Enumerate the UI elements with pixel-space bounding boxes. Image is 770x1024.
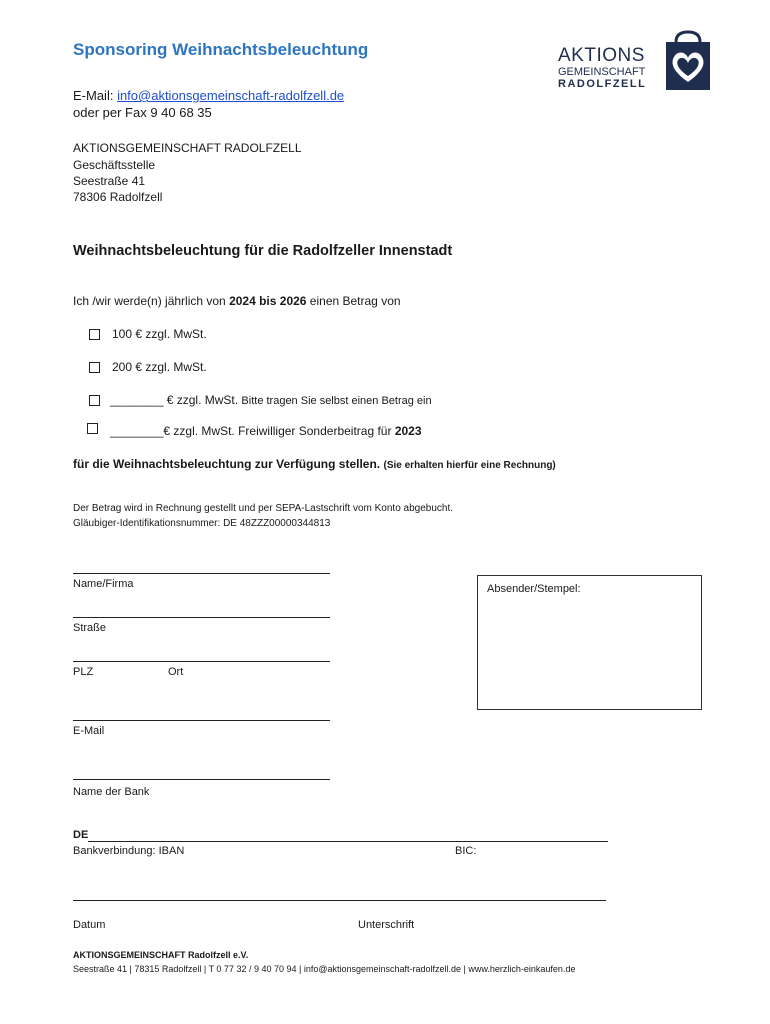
option-special-year: 2023 bbox=[394, 424, 422, 438]
billing-line-2: Gläubiger-Identifikationsnummer: DE 48ZZZ00000344813 bbox=[73, 518, 331, 529]
intro-suffix: einen Betrag von bbox=[306, 294, 401, 308]
ort-label: Ort bbox=[168, 666, 184, 678]
intro-prefix: Ich /wir werde(n) jährlich von bbox=[73, 294, 230, 308]
option-checkbox-100[interactable] bbox=[89, 329, 100, 340]
bank-label: Name der Bank bbox=[73, 786, 150, 798]
plz-ort-input-line[interactable] bbox=[73, 661, 330, 662]
option-label-special bbox=[110, 424, 422, 438]
date-signature-line[interactable] bbox=[73, 900, 606, 901]
option-checkbox-special[interactable] bbox=[87, 423, 98, 434]
iban-input-line[interactable] bbox=[88, 841, 608, 842]
intro-years: 2024 bis 2026 bbox=[229, 294, 307, 308]
street-label: Straße bbox=[73, 622, 107, 634]
logo-line-3: RADOLFZELL bbox=[558, 78, 647, 90]
option-custom-note: Bitte tragen Sie selbst einen Betrag ein bbox=[241, 395, 432, 407]
billing-line-1: Der Betrag wird in Rechnung gestellt und per SEPA-Lastschrift vom Konto abgebucht. bbox=[73, 503, 454, 514]
closing-bold: für die Weihnachtsbeleuchtung zur Verfügung stellen. bbox=[73, 457, 381, 471]
form-heading: Weihnachtsbeleuchtung für die Radolfzeller Innenstadt bbox=[73, 243, 453, 259]
footer-org: AKTIONSGEMEINSCHAFT Radolfzell e.V. bbox=[73, 950, 249, 960]
address-city: 78306 Radolfzell bbox=[73, 190, 163, 204]
stamp-box[interactable] bbox=[477, 575, 702, 710]
address-street: Seestraße 41 bbox=[73, 174, 146, 188]
page-title: Sponsoring Weihnachtsbeleuchtung bbox=[73, 40, 369, 59]
logo bbox=[555, 30, 715, 95]
option-label-custom bbox=[110, 393, 432, 407]
address-dept: Geschäftsstelle bbox=[73, 158, 156, 172]
date-label: Datum bbox=[73, 919, 106, 931]
signature-label: Unterschrift bbox=[358, 919, 415, 931]
email-link[interactable]: info@aktionsgemeinschaft-radolfzell.de bbox=[117, 88, 345, 103]
option-label-100: 100 € zzgl. MwSt. bbox=[112, 327, 207, 341]
name-input-line[interactable] bbox=[73, 573, 330, 574]
closing-line bbox=[73, 457, 556, 471]
bic-label: BIC: bbox=[455, 845, 477, 857]
fax-line: oder per Fax 9 40 68 35 bbox=[73, 105, 212, 120]
street-input-line[interactable] bbox=[73, 617, 330, 618]
email-input-line[interactable] bbox=[73, 720, 330, 721]
option-custom-text: ________ € zzgl. MwSt. bbox=[110, 393, 239, 407]
closing-note: (Sie erhalten hierfür eine Rechnung) bbox=[383, 460, 556, 471]
email-field-label: E-Mail bbox=[73, 725, 105, 737]
name-label: Name/Firma bbox=[73, 578, 134, 590]
iban-prefix: DE bbox=[73, 829, 89, 841]
stamp-label: Absender/Stempel: bbox=[487, 583, 581, 595]
email-line bbox=[73, 88, 344, 103]
option-checkbox-200[interactable] bbox=[89, 362, 100, 373]
logo-line-1: AKTIONS bbox=[558, 45, 645, 66]
option-special-text: ________€ zzgl. MwSt. Freiwilliger Sonderbeitrag für bbox=[110, 424, 395, 438]
logo-line-2: GEMEINSCHAFT bbox=[558, 66, 646, 78]
footer-contact: Seestraße 41 | 78315 Radolfzell | T 0 77 32 / 9 40 70 94 | info@aktionsgemeinschaft-radolfzell.de | www.herzlich-einkaufen.de bbox=[73, 964, 576, 974]
heart-bag-icon bbox=[660, 30, 716, 94]
option-checkbox-custom[interactable] bbox=[89, 395, 100, 406]
bank-input-line[interactable] bbox=[73, 779, 330, 780]
email-label: E-Mail: bbox=[73, 88, 118, 103]
intro-line bbox=[73, 294, 401, 308]
option-label-200: 200 € zzgl. MwSt. bbox=[112, 360, 207, 374]
iban-label: Bankverbindung: IBAN bbox=[73, 845, 185, 857]
address-org: AKTIONSGEMEINSCHAFT RADOLFZELL bbox=[73, 141, 302, 155]
plz-label: PLZ bbox=[73, 666, 94, 678]
